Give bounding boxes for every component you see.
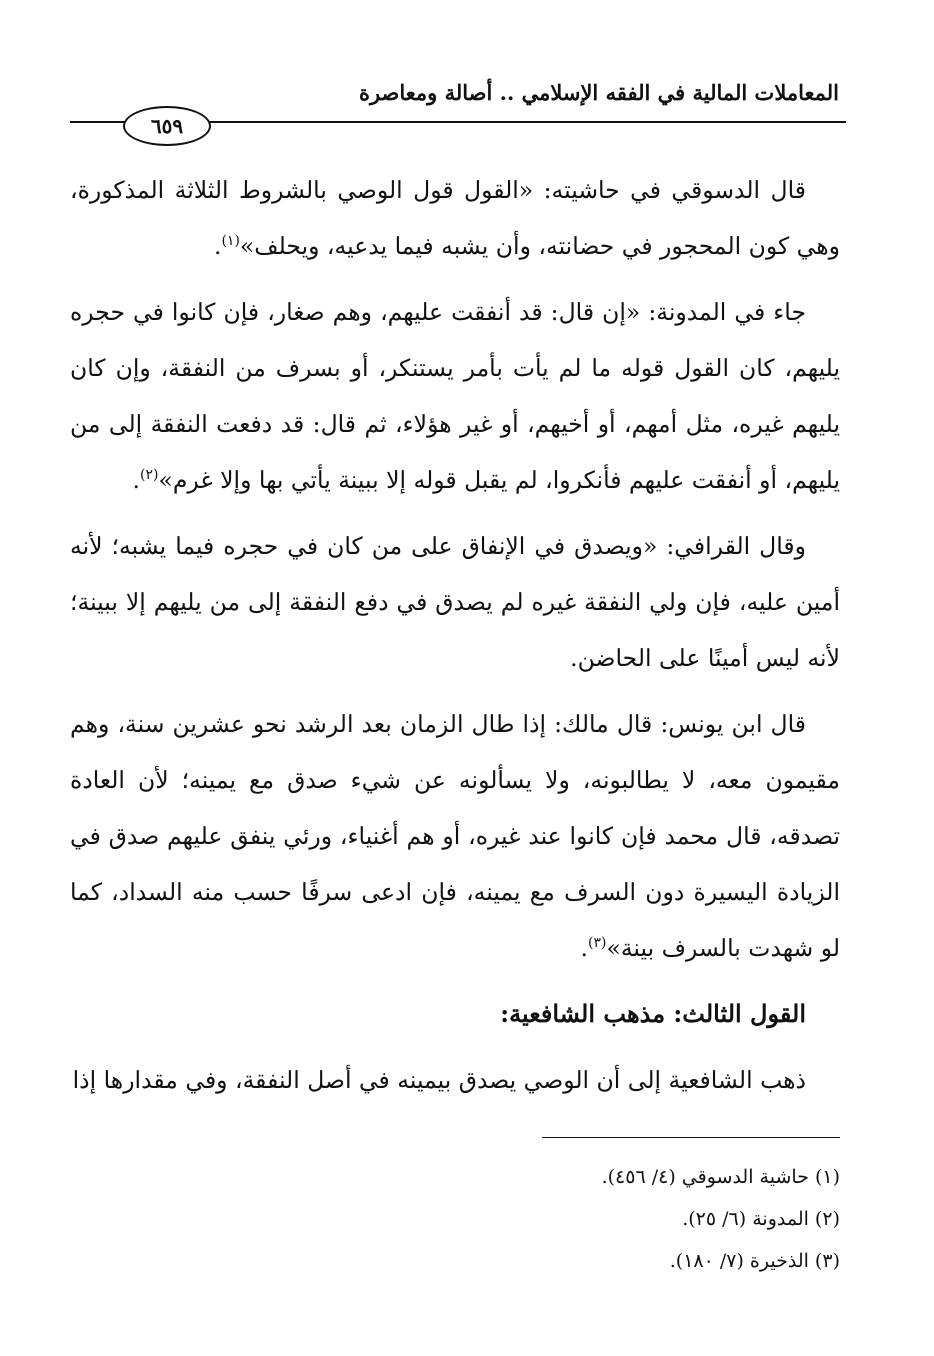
running-header-title: المعاملات المالية في الفقه الإسلامي .. أصالة ومعاصرة: [358, 80, 839, 105]
footnote-ref-3: (٣): [587, 935, 607, 952]
footnote-ref-1: (١): [221, 233, 240, 250]
paragraph-dasuqi: قال الدسوقي في حاشيته: «القول قول الوصي بالشروط الثلاثة المذكورة، وهي كون المحجور في حضانته، وأن يشبه فيما يدعيه، ويحلف»$^{(١)}$.: [70, 176, 840, 260]
paragraph-text: وقال القرافي: «ويصدق في الإنفاق على من كان في حجره فيما يشبه؛ لأنه أمين عليه، فإن ولي النفقة غيره لم يصدق في دفع النفقة إلى من يليهم إلا ببينة؛ لأنه ليس أمينًا على الحاضن.: [70, 532, 840, 672]
footnote-ref-2: (٢): [140, 467, 159, 484]
page-number-badge: [123, 106, 211, 146]
section-heading: القول الثالث: مذهب الشافعية:: [500, 999, 806, 1028]
paragraph-qarafi: [70, 518, 840, 686]
paragraph-shafii: [70, 1052, 840, 1108]
footnotes: [380, 1156, 840, 1282]
footnote-1: (١) حاشية الدسوقي (٤/ ٤٥٦).: [601, 1166, 840, 1188]
footnote-2: (٢) المدونة (٦/ ٢٥).: [682, 1208, 840, 1230]
paragraph-text: قال الدسوقي في حاشيته: «القول قول الوصي بالشروط الثلاثة المذكورة، وهي كون المحجور في حضانته، وأن يشبه فيما يدعيه، ويحلف»: [70, 176, 840, 260]
paragraph-text: ذهب الشافعية إلى أن الوصي يصدق بيمينه في أصل النفقة، وفي مقدارها إذا: [72, 1066, 806, 1094]
page-number: ٦٥٩: [150, 114, 184, 138]
paragraph-mudawwana: جاء في المدونة: «إن قال: قد أنفقت عليهم، وهم صغار، فإن كانوا في حجره يليهم، كان القول قوله ما لم يأت بأمر يستنكر، أو بسرف من النفقة، وإن كان يليهم غيره، مثل أمهم، أو أخيهم، أو غير هؤلاء، ثم قال: قد دفعت النفقة إلى من يليهم، أو أنفقت عليهم فأنكروا، لم يقبل قوله إلا ببينة يأتي بها وإلا غرم»$^{(٢)}$.: [70, 298, 840, 494]
body-text: [70, 162, 840, 1108]
paragraph-text: قال ابن يونس: قال مالك: إذا طال الزمان بعد الرشد نحو عشرين سنة، وهم مقيمون معه، لا يطالبونه، ولا يسألونه عن شيء صدق مع يمينه؛ لأن العادة تصدقه، قال محمد فإن كانوا عند غيره، أو هم أغنياء، ورئي ينفق عليهم صدق في الزيادة اليسيرة دون السرف مع يمينه، فإن ادعى سرفًا حسب منه السداد، كما لو شهدت بالسرف بينة»: [70, 710, 840, 962]
paragraph-text: جاء في المدونة: «إن قال: قد أنفقت عليهم، وهم صغار، فإن كانوا في حجره يليهم، كان القول قوله ما لم يأت بأمر يستنكر، أو بسرف من النفقة، وإن كان يليهم غيره، مثل أمهم، أو أخيهم، أو غير هؤلاء، ثم قال: قد دفعت النفقة إلى من يليهم، أو أنفقت عليهم فأنكروا، لم يقبل قوله إلا ببينة يأتي بها وإلا غرم»: [70, 298, 840, 494]
footnote-separator: [542, 1137, 840, 1138]
paragraph-ibn-yunus: قال ابن يونس: قال مالك: إذا طال الزمان بعد الرشد نحو عشرين سنة، وهم مقيمون معه، لا يطالبونه، ولا يسألونه عن شيء صدق مع يمينه؛ لأن العادة تصدقه، قال محمد فإن كانوا عند غيره، أو هم أغنياء، ورئي ينفق عليهم صدق في الزيادة اليسيرة دون السرف مع يمينه، فإن ادعى سرفًا حسب منه السداد، كما لو شهدت بالسرف بينة»$^{(٣)}$.: [70, 710, 840, 962]
footnote-3: (٣) الذخيرة (٧/ ١٨٠).: [669, 1250, 840, 1272]
